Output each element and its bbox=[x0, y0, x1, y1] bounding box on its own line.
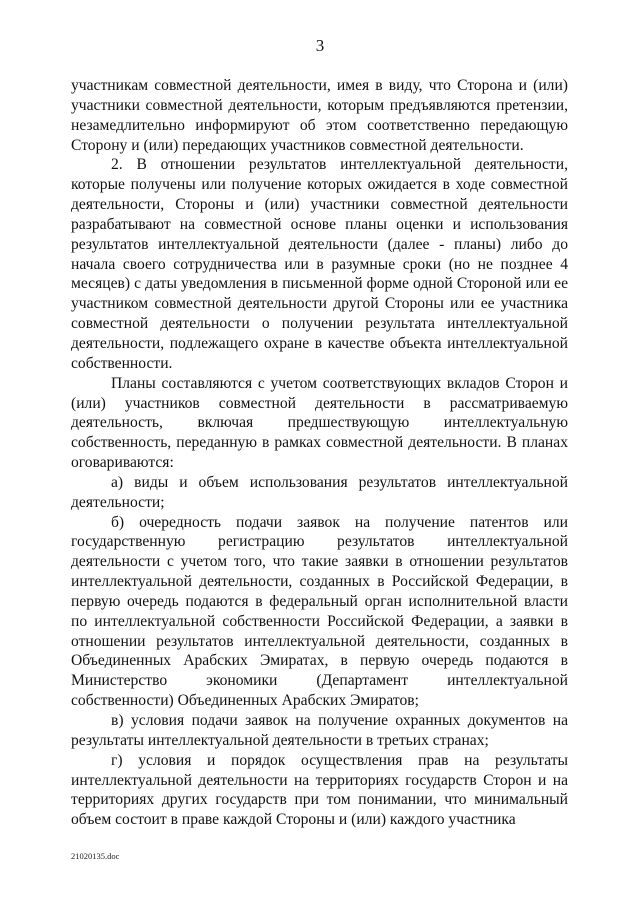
list-item-v: в) условия подачи заявок на получение охранных документов на результаты интеллектуальной деятельности в третьих странах; bbox=[71, 712, 568, 749]
paragraph-continuation: участникам совместной деятельности, имея в виду, что Сторона и (или) участники совместной деятельности, которым предъявляются претензии, незамедлительно информируют об этом соответственно передающую Сторону и (или) передающих участников совместной деятельности. bbox=[71, 77, 568, 154]
paragraph-plans: Планы составляются с учетом соответствующих вкладов Сторон и (или) участников совместной деятельности в рассматриваемую деятельность, включая предшествующую интеллектуальную собственность, переданную в рамках совместной деятельности. В планах оговариваются: bbox=[71, 374, 568, 472]
paragraph-clause-2: 2. В отношении результатов интеллектуальной деятельности, которые получены или получение которых ожидается в ходе совместной деятельности, Стороны и (или) участники совместной деятельности разрабатывают на совместной основе планы оценки и использования результатов интеллектуальной деятельности (далее - планы) либо до начала своего сотрудничества или в разумные сроки (но не позднее 4 месяцев) с даты уведомления в письменной форме одной Стороной или ее участником совместной деятельности другой Стороны или ее участника совместной деятельности о получении результата интеллектуальной деятельности, подлежащего охране в качестве объекта интеллектуальной собственности. bbox=[71, 156, 568, 372]
list-item-a: а) виды и объем использования результатов интеллектуальной деятельности; bbox=[71, 473, 568, 511]
list-item-b: б) очередность подачи заявок на получение патентов или государственную регистрацию результатов интеллектуальной деятельности с учетом того, что такие заявки в отношении результатов интеллектуальной деятельности, созданных в Российской Федерации, в первую очередь подаются в федеральный орган исполнительной власти по интеллектуальной собственности Российской Федерации, а заявки в отношении результатов интеллектуальной деятельности, созданных в Объединенных Арабских Эмиратах, в первую очередь подаются в Министерство экономики (Департамент интеллектуальной собственности) Объединенных Арабских Эмиратов; bbox=[71, 513, 568, 710]
document-body bbox=[71, 76, 568, 830]
document-file-code: 21020135.doc bbox=[71, 851, 120, 861]
page-number: 3 bbox=[315, 36, 325, 55]
list-item-g: г) условия и порядок осуществления прав на результаты интеллектуальной деятельности на территориях государств Сторон и на территориях других государств при том понимании, что минимальный объем состоит в праве каждой Стороны и (или) каждого участника bbox=[71, 751, 568, 829]
